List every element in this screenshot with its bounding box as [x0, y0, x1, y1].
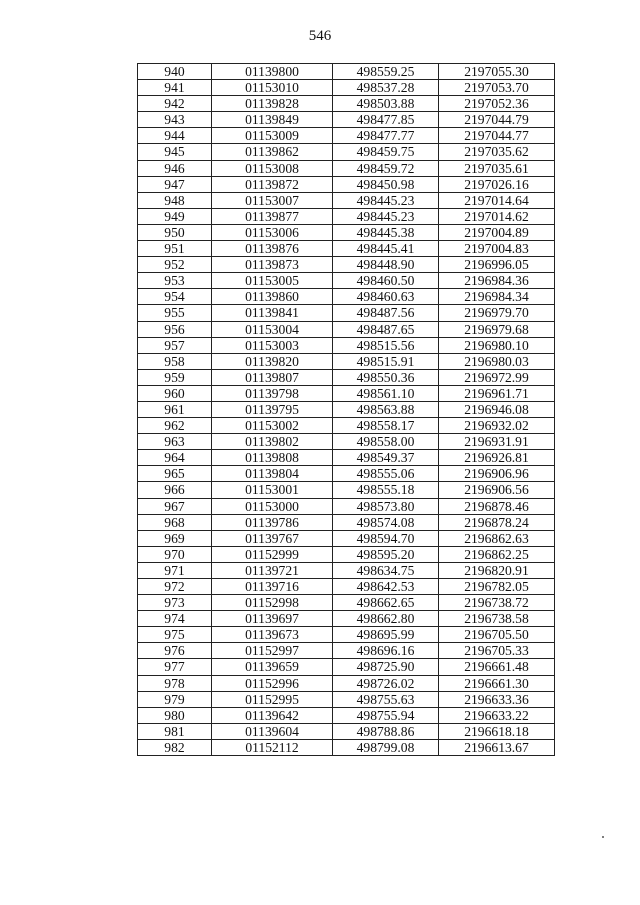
point-id-cell: 01153001: [212, 482, 333, 498]
table-row: [138, 96, 555, 112]
table-row: [138, 337, 555, 353]
x-coordinate-cell: 498799.08: [333, 739, 439, 755]
x-coordinate-cell: 498515.91: [333, 353, 439, 369]
x-coordinate-cell: 498559.25: [333, 64, 439, 80]
table-row: [138, 64, 555, 80]
y-coordinate-cell: 2196633.36: [439, 691, 555, 707]
x-coordinate-cell: 498755.63: [333, 691, 439, 707]
point-id-cell: 01153009: [212, 128, 333, 144]
table-row: [138, 530, 555, 546]
table-row: [138, 289, 555, 305]
y-coordinate-cell: 2196906.56: [439, 482, 555, 498]
x-coordinate-cell: 498445.41: [333, 241, 439, 257]
x-coordinate-cell: 498695.99: [333, 627, 439, 643]
table-row: [138, 595, 555, 611]
point-id-cell: 01152996: [212, 675, 333, 691]
y-coordinate-cell: 2197004.89: [439, 224, 555, 240]
point-number-cell: 940: [138, 64, 212, 80]
y-coordinate-cell: 2196738.72: [439, 595, 555, 611]
y-coordinate-cell: 2197055.30: [439, 64, 555, 80]
coordinates-table: [137, 63, 555, 756]
y-coordinate-cell: 2197044.77: [439, 128, 555, 144]
point-number-cell: 941: [138, 80, 212, 96]
y-coordinate-cell: 2197053.70: [439, 80, 555, 96]
x-coordinate-cell: 498445.38: [333, 224, 439, 240]
y-coordinate-cell: 2197044.79: [439, 112, 555, 128]
table-row: [138, 482, 555, 498]
point-number-cell: 969: [138, 530, 212, 546]
point-number-cell: 961: [138, 401, 212, 417]
point-number-cell: 967: [138, 498, 212, 514]
point-id-cell: 01139860: [212, 289, 333, 305]
point-number-cell: 982: [138, 739, 212, 755]
x-coordinate-cell: 498487.65: [333, 321, 439, 337]
point-number-cell: 957: [138, 337, 212, 353]
point-id-cell: 01153003: [212, 337, 333, 353]
point-id-cell: 01153007: [212, 192, 333, 208]
point-number-cell: 974: [138, 611, 212, 627]
y-coordinate-cell: 2196661.30: [439, 675, 555, 691]
point-number-cell: 947: [138, 176, 212, 192]
point-id-cell: 01139798: [212, 385, 333, 401]
table-row: [138, 208, 555, 224]
table-row: [138, 160, 555, 176]
x-coordinate-cell: 498550.36: [333, 369, 439, 385]
point-id-cell: 01139659: [212, 659, 333, 675]
y-coordinate-cell: 2196980.03: [439, 353, 555, 369]
y-coordinate-cell: 2196972.99: [439, 369, 555, 385]
y-coordinate-cell: 2196661.48: [439, 659, 555, 675]
point-number-cell: 951: [138, 241, 212, 257]
point-number-cell: 946: [138, 160, 212, 176]
x-coordinate-cell: 498726.02: [333, 675, 439, 691]
x-coordinate-cell: 498445.23: [333, 192, 439, 208]
y-coordinate-cell: 2197035.62: [439, 144, 555, 160]
point-id-cell: 01139802: [212, 434, 333, 450]
point-id-cell: 01152112: [212, 739, 333, 755]
y-coordinate-cell: 2196862.63: [439, 530, 555, 546]
point-id-cell: 01139828: [212, 96, 333, 112]
x-coordinate-cell: 498634.75: [333, 562, 439, 578]
point-id-cell: 01139642: [212, 707, 333, 723]
point-id-cell: 01153005: [212, 273, 333, 289]
table-row: [138, 273, 555, 289]
point-number-cell: 966: [138, 482, 212, 498]
point-id-cell: 01139872: [212, 176, 333, 192]
y-coordinate-cell: 2196633.22: [439, 707, 555, 723]
point-number-cell: 949: [138, 208, 212, 224]
point-id-cell: 01139697: [212, 611, 333, 627]
y-coordinate-cell: 2196613.67: [439, 739, 555, 755]
point-number-cell: 975: [138, 627, 212, 643]
point-number-cell: 981: [138, 723, 212, 739]
table-row: [138, 739, 555, 755]
point-id-cell: 01139767: [212, 530, 333, 546]
y-coordinate-cell: 2197014.62: [439, 208, 555, 224]
point-number-cell: 942: [138, 96, 212, 112]
point-id-cell: 01152998: [212, 595, 333, 611]
y-coordinate-cell: 2196618.18: [439, 723, 555, 739]
point-number-cell: 964: [138, 450, 212, 466]
x-coordinate-cell: 498561.10: [333, 385, 439, 401]
y-coordinate-cell: 2196820.91: [439, 562, 555, 578]
point-id-cell: 01139800: [212, 64, 333, 80]
table-row: [138, 611, 555, 627]
x-coordinate-cell: 498515.56: [333, 337, 439, 353]
x-coordinate-cell: 498642.53: [333, 579, 439, 595]
table-row: [138, 498, 555, 514]
x-coordinate-cell: 498459.72: [333, 160, 439, 176]
table-row: [138, 675, 555, 691]
point-number-cell: 953: [138, 273, 212, 289]
x-coordinate-cell: 498549.37: [333, 450, 439, 466]
point-number-cell: 956: [138, 321, 212, 337]
x-coordinate-cell: 498563.88: [333, 401, 439, 417]
point-id-cell: 01139877: [212, 208, 333, 224]
y-coordinate-cell: 2196705.33: [439, 643, 555, 659]
point-id-cell: 01139716: [212, 579, 333, 595]
x-coordinate-cell: 498503.88: [333, 96, 439, 112]
point-number-cell: 955: [138, 305, 212, 321]
point-number-cell: 978: [138, 675, 212, 691]
y-coordinate-cell: 2196961.71: [439, 385, 555, 401]
x-coordinate-cell: 498477.77: [333, 128, 439, 144]
point-number-cell: 945: [138, 144, 212, 160]
table-row: [138, 659, 555, 675]
y-coordinate-cell: 2196738.58: [439, 611, 555, 627]
y-coordinate-cell: 2196862.25: [439, 546, 555, 562]
table-row: [138, 418, 555, 434]
x-coordinate-cell: 498725.90: [333, 659, 439, 675]
x-coordinate-cell: 498558.00: [333, 434, 439, 450]
x-coordinate-cell: 498558.17: [333, 418, 439, 434]
point-number-cell: 970: [138, 546, 212, 562]
x-coordinate-cell: 498460.63: [333, 289, 439, 305]
point-number-cell: 968: [138, 514, 212, 530]
y-coordinate-cell: 2196979.70: [439, 305, 555, 321]
point-id-cell: 01152995: [212, 691, 333, 707]
y-coordinate-cell: 2196878.24: [439, 514, 555, 530]
x-coordinate-cell: 498662.65: [333, 595, 439, 611]
table-row: [138, 401, 555, 417]
y-coordinate-cell: 2197026.16: [439, 176, 555, 192]
point-id-cell: 01153002: [212, 418, 333, 434]
margin-dot: [602, 836, 604, 838]
y-coordinate-cell: 2197052.36: [439, 96, 555, 112]
table-row: [138, 723, 555, 739]
table-row: [138, 112, 555, 128]
table-row: [138, 466, 555, 482]
table-row: [138, 707, 555, 723]
x-coordinate-cell: 498445.23: [333, 208, 439, 224]
point-number-cell: 943: [138, 112, 212, 128]
table-row: [138, 80, 555, 96]
point-id-cell: 01153008: [212, 160, 333, 176]
point-number-cell: 958: [138, 353, 212, 369]
y-coordinate-cell: 2196932.02: [439, 418, 555, 434]
x-coordinate-cell: 498459.75: [333, 144, 439, 160]
table-row: [138, 353, 555, 369]
table-row: [138, 579, 555, 595]
coordinates-table-body: [138, 64, 555, 756]
y-coordinate-cell: 2196979.68: [439, 321, 555, 337]
y-coordinate-cell: 2196931.91: [439, 434, 555, 450]
x-coordinate-cell: 498788.86: [333, 723, 439, 739]
point-id-cell: 01139795: [212, 401, 333, 417]
y-coordinate-cell: 2196984.36: [439, 273, 555, 289]
point-number-cell: 976: [138, 643, 212, 659]
x-coordinate-cell: 498696.16: [333, 643, 439, 659]
y-coordinate-cell: 2197014.64: [439, 192, 555, 208]
point-id-cell: 01139808: [212, 450, 333, 466]
y-coordinate-cell: 2196996.05: [439, 257, 555, 273]
point-number-cell: 962: [138, 418, 212, 434]
table-row: [138, 224, 555, 240]
x-coordinate-cell: 498555.06: [333, 466, 439, 482]
table-row: [138, 691, 555, 707]
point-number-cell: 948: [138, 192, 212, 208]
table-row: [138, 257, 555, 273]
x-coordinate-cell: 498537.28: [333, 80, 439, 96]
y-coordinate-cell: 2196980.10: [439, 337, 555, 353]
x-coordinate-cell: 498662.80: [333, 611, 439, 627]
x-coordinate-cell: 498477.85: [333, 112, 439, 128]
table-row: [138, 144, 555, 160]
x-coordinate-cell: 498573.80: [333, 498, 439, 514]
point-id-cell: 01139673: [212, 627, 333, 643]
y-coordinate-cell: 2196705.50: [439, 627, 555, 643]
point-id-cell: 01153000: [212, 498, 333, 514]
x-coordinate-cell: 498450.98: [333, 176, 439, 192]
point-id-cell: 01153006: [212, 224, 333, 240]
point-number-cell: 954: [138, 289, 212, 305]
point-id-cell: 01152999: [212, 546, 333, 562]
y-coordinate-cell: 2196878.46: [439, 498, 555, 514]
x-coordinate-cell: 498460.50: [333, 273, 439, 289]
table-row: [138, 305, 555, 321]
table-row: [138, 241, 555, 257]
table-row: [138, 562, 555, 578]
point-number-cell: 971: [138, 562, 212, 578]
point-number-cell: 944: [138, 128, 212, 144]
point-number-cell: 959: [138, 369, 212, 385]
point-number-cell: 979: [138, 691, 212, 707]
point-id-cell: 01152997: [212, 643, 333, 659]
point-number-cell: 960: [138, 385, 212, 401]
table-row: [138, 128, 555, 144]
page-number: 546: [308, 28, 332, 44]
point-id-cell: 01153004: [212, 321, 333, 337]
point-id-cell: 01139873: [212, 257, 333, 273]
y-coordinate-cell: 2197004.83: [439, 241, 555, 257]
point-id-cell: 01139862: [212, 144, 333, 160]
table-row: [138, 643, 555, 659]
table-row: [138, 434, 555, 450]
table-row: [138, 321, 555, 337]
x-coordinate-cell: 498574.08: [333, 514, 439, 530]
point-id-cell: 01139786: [212, 514, 333, 530]
table-row: [138, 385, 555, 401]
table-row: [138, 176, 555, 192]
table-row: [138, 627, 555, 643]
y-coordinate-cell: 2196782.05: [439, 579, 555, 595]
x-coordinate-cell: 498555.18: [333, 482, 439, 498]
y-coordinate-cell: 2197035.61: [439, 160, 555, 176]
point-id-cell: 01139721: [212, 562, 333, 578]
point-id-cell: 01139876: [212, 241, 333, 257]
point-id-cell: 01139849: [212, 112, 333, 128]
point-id-cell: 01139804: [212, 466, 333, 482]
point-id-cell: 01153010: [212, 80, 333, 96]
x-coordinate-cell: 498448.90: [333, 257, 439, 273]
y-coordinate-cell: 2196984.34: [439, 289, 555, 305]
point-number-cell: 952: [138, 257, 212, 273]
y-coordinate-cell: 2196946.08: [439, 401, 555, 417]
point-number-cell: 972: [138, 579, 212, 595]
y-coordinate-cell: 2196906.96: [439, 466, 555, 482]
point-number-cell: 977: [138, 659, 212, 675]
point-number-cell: 963: [138, 434, 212, 450]
y-coordinate-cell: 2196926.81: [439, 450, 555, 466]
point-number-cell: 950: [138, 224, 212, 240]
point-id-cell: 01139807: [212, 369, 333, 385]
point-number-cell: 980: [138, 707, 212, 723]
point-number-cell: 973: [138, 595, 212, 611]
table-row: [138, 192, 555, 208]
x-coordinate-cell: 498755.94: [333, 707, 439, 723]
point-id-cell: 01139841: [212, 305, 333, 321]
x-coordinate-cell: 498487.56: [333, 305, 439, 321]
point-number-cell: 965: [138, 466, 212, 482]
table-row: [138, 450, 555, 466]
point-id-cell: 01139604: [212, 723, 333, 739]
point-id-cell: 01139820: [212, 353, 333, 369]
x-coordinate-cell: 498594.70: [333, 530, 439, 546]
table-row: [138, 546, 555, 562]
table-row: [138, 369, 555, 385]
table-row: [138, 514, 555, 530]
x-coordinate-cell: 498595.20: [333, 546, 439, 562]
